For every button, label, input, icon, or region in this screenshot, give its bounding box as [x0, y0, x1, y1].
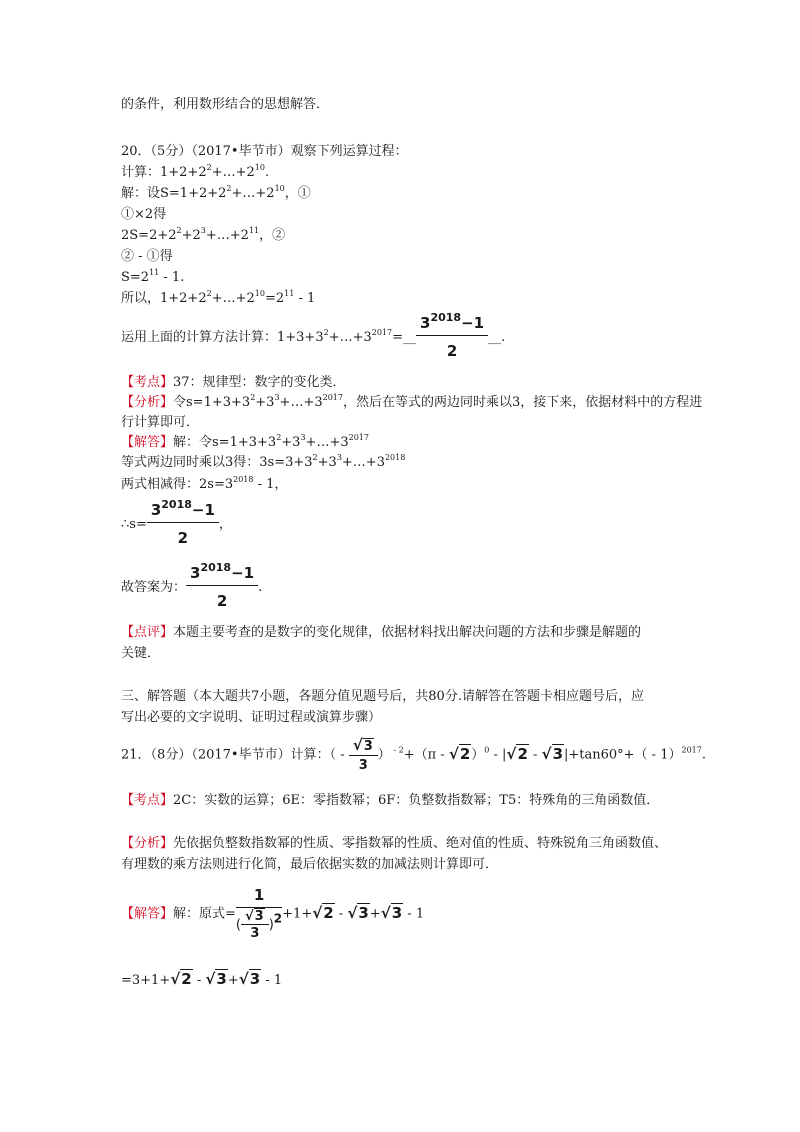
- q20-jieda-subtract: 两式相减得：$2s=3^{2018} - 1$，: [121, 475, 288, 492]
- section3-line1: 三、解答题（本大题共7小题，各题分值见题号后，共80分.请解答在答题卡相应题号后，应: [121, 689, 644, 704]
- q20-dianping-cont: 关键．: [121, 646, 161, 661]
- section3-line2: 写出必要的文字说明、证明过程或演算步骤）: [121, 710, 382, 725]
- answer-fraction: $\frac{3^{2018}-1}{2}$: [416, 316, 488, 359]
- one-over-fraction: 1 ( $\frac{√3}{3}$ )$^2$: [235, 886, 283, 941]
- q21-fenxi: 【分析】先依据负整数指数幂的性质、零指数幂的性质、绝对值的性质、特殊锐角三角函数值、: [121, 836, 668, 851]
- kaodian-tag: 【考点】: [121, 793, 174, 808]
- q21-header: 21．（8分）（2017•毕节市）计算：（ - $\frac{√3}{3}$ ） $^{- 2}$+（π - √2）$^0$ - |√2 - √3|+tan60°+（ - 1）$^{2017}$.: [121, 736, 706, 773]
- q20-step-subtract: ② - ①得: [121, 249, 173, 264]
- kaodian-tag: 【考点】: [121, 375, 174, 390]
- q20-step-s: $S=2^{11} - 1$.: [121, 268, 185, 285]
- q20-step-times2: ①×2得: [121, 207, 167, 222]
- q20-answer: 故答案为： $\frac{3^{2018}-1}{2}$ .: [121, 561, 263, 610]
- q20-calc-line: 计算：$1+2+2^2+\dots+2^{10}$.: [121, 163, 270, 180]
- jieda-tag: 【解答】: [121, 435, 174, 450]
- q21-final-line: =3+1+√2 - √3+√3 - 1: [121, 970, 283, 988]
- q20-jieda-multiply: 等式两边同时乘以3得：$3s=3+3^2+3^3+\dots+3^{2018}$: [121, 453, 406, 470]
- q20-therefore-s: ∴s= $\frac{3^{2018}-1}{2}$ ，: [121, 498, 232, 547]
- fenxi-tag: 【分析】: [121, 836, 174, 851]
- dianping-tag: 【点评】: [121, 625, 174, 640]
- s-fraction: $\frac{3^{2018}-1}{2}$: [147, 503, 219, 546]
- q21-kaodian: 【考点】2C：实数的运算；6E：零指数幂；6F：负整数指数幂；T5：特殊角的三角函数值．: [121, 793, 660, 808]
- q20-apply-line: 运用上面的计算方法计算：$1+3+3^2+\dots+3^{2017}=\_\_$ $\frac{3^{2018}-1}{2}$ __.: [121, 311, 506, 360]
- q21-fenxi-cont: 有理数的乘方法则进行化简，最后依据实数的加减法则计算即可．: [121, 857, 499, 872]
- fenxi-tag: 【分析】: [121, 395, 174, 410]
- q21-jieda: 【解答】解：原式= 1 ( $\frac{√3}{3}$ )$^2$ +1+√2 - √3+√3 - 1: [121, 886, 425, 941]
- final-answer-fraction: $\frac{3^{2018}-1}{2}$: [186, 566, 258, 609]
- q20-jieda: 【解答】解：令$s=1+3+3^2+3^3+\dots+3^{2017}$: [121, 433, 369, 450]
- q20-dianping: 【点评】本题主要考查的是数字的变化规律，依据材料找出解决问题的方法和步骤是解题的: [121, 625, 642, 640]
- q20-fenxi-cont: 行计算即可．: [121, 415, 200, 430]
- q20-solution-line: 解：设$S=1+2+2^2+\dots+2^{10}$，①: [121, 184, 311, 201]
- q20-fenxi: 【分析】令$s=1+3+3^2+3^3+\dots+3^{2017}$，然后在等式的两边同时乘以3，接下来，依据材料中的方程进: [121, 393, 703, 410]
- q20-step-2s: $2S=2+2^2+2^3+\dots+2^{11}$，②: [121, 226, 286, 243]
- q20-therefore-line: 所以，$1+2+2^2+\dots+2^{10}=2^{11} - 1$: [121, 289, 316, 306]
- q20-header: 20．（5分）（2017•毕节市）观察下列运算过程：: [121, 144, 408, 159]
- jieda-tag: 【解答】: [121, 906, 174, 922]
- neg-sqrt3-over-3: $\frac{√3}{3}$: [349, 738, 378, 772]
- intro-line: 的条件，利用数形结合的思想解答．: [121, 97, 330, 112]
- q20-kaodian: 【考点】37：规律型：数字的变化类．: [121, 375, 346, 390]
